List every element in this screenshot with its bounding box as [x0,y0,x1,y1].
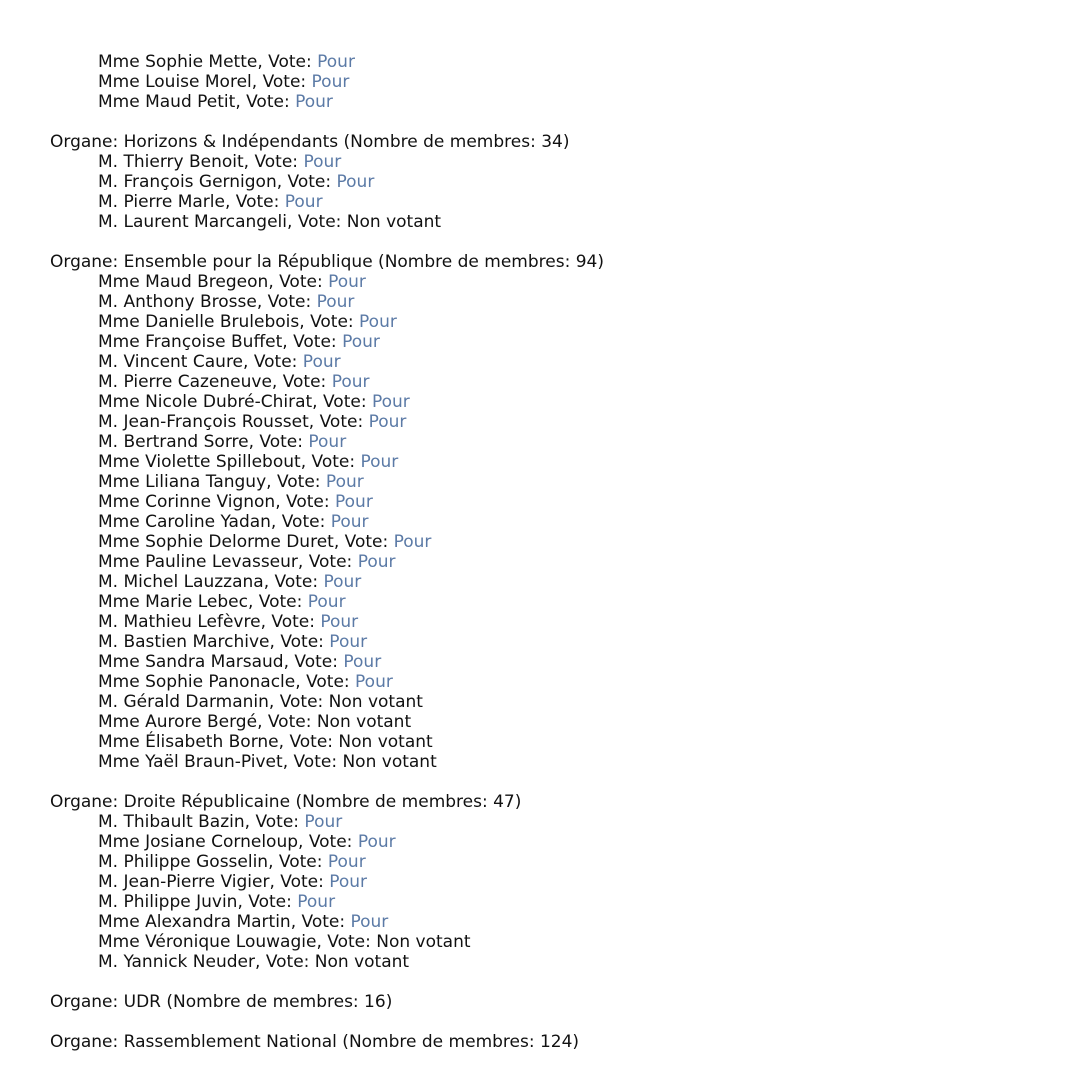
vote-value-pour: Pour [355,672,393,692]
member-vote-row [50,272,604,292]
separator: , [268,852,279,872]
vote-label: Vote: [294,652,344,672]
vote-label: Vote: [344,532,394,552]
member-vote-row [50,852,604,872]
member-vote-row [50,332,604,352]
separator: , [297,552,309,572]
vote-value-pour: Pour [327,852,366,872]
member-vote-row [50,512,604,532]
member-name: Mme Aurore Bergé [98,712,258,732]
member-name: M. Pierre Cazeneuve [98,372,272,392]
member-name: Mme Corinne Vignon [98,492,276,512]
member-vote-row [50,492,604,512]
vote-value-pour: Pour [357,552,396,572]
vote-label: Vote: [279,272,329,292]
separator: , [270,512,282,532]
vote-value-non-votant: Non votant [316,712,412,732]
vote-label: Vote: [281,512,331,532]
vote-label: Vote: [267,292,317,312]
section-spacer [50,972,604,992]
member-vote-row [50,192,604,212]
vote-label: Vote: [253,352,303,372]
member-vote-row [50,452,604,472]
vote-label: Vote: [287,172,337,192]
organe-header: Organe: Ensemble pour la République (Nombre de membres: 94) [50,252,604,272]
member-name: M. Bastien Marchive [98,632,270,652]
vote-value-pour: Pour [295,92,333,112]
member-name: Mme Violette Spillebout [98,452,301,472]
vote-label: Vote: [286,492,335,512]
separator: , [300,452,312,472]
vote-value-pour: Pour [323,572,362,592]
separator: , [271,372,283,392]
member-name: Mme Alexandra Martin [98,912,291,932]
member-vote-row [50,932,604,952]
separator: , [235,92,247,112]
member-vote-row [50,612,604,632]
organe-header: Organe: UDR (Nombre de membres: 16) [50,992,393,1012]
member-name: Mme Nicole Dubré-Chirat [98,392,313,412]
separator: , [244,812,256,832]
separator: , [237,892,249,912]
member-name: M. Laurent Marcangeli [98,212,287,232]
vote-value-pour: Pour [302,352,341,372]
member-name: M. Mathieu Lefèvre [98,612,261,632]
member-vote-row [50,652,604,672]
vote-value-pour: Pour [307,592,346,612]
separator: , [268,272,280,292]
separator: , [278,732,290,752]
member-name: Mme Sophie Delorme Duret [98,532,334,552]
vote-value-pour: Pour [329,632,368,652]
vote-label: Vote: [289,732,339,752]
separator: , [283,652,295,672]
member-vote-row [50,552,604,572]
member-name: Mme Liliana Tanguy [98,472,267,492]
member-name: Mme Sophie Panonacle [98,672,296,692]
member-vote-row [50,52,604,72]
vote-listing [50,52,604,1052]
separator: , [260,612,272,632]
vote-label: Vote: [280,632,330,652]
member-name: Mme Véronique Louwagie [98,932,317,952]
vote-value-pour: Pour [368,412,407,432]
separator: , [224,192,236,212]
vote-value-pour: Pour [304,812,343,832]
vote-label: Vote: [255,812,305,832]
member-name: M. Philippe Juvin [98,892,238,912]
vote-label: Vote: [279,692,329,712]
member-vote-row [50,712,604,732]
vote-label: Vote: [271,612,321,632]
member-name: M. Philippe Gosselin [98,852,269,872]
vote-label: Vote: [293,752,343,772]
vote-value-pour: Pour [350,912,389,932]
vote-label: Vote: [248,892,298,912]
vote-label: Vote: [322,392,372,412]
separator: , [243,152,255,172]
member-vote-row [50,392,604,412]
separator: , [257,712,268,732]
separator: , [255,952,266,972]
vote-label: Vote: [235,192,285,212]
member-name: M. Bertrand Sorre [98,432,249,452]
vote-label: Vote: [293,332,343,352]
separator: , [247,592,259,612]
vote-value-pour: Pour [335,492,373,512]
vote-value-pour: Pour [371,392,410,412]
vote-label: Vote: [319,412,369,432]
member-vote-row [50,592,604,612]
vote-label: Vote: [282,372,332,392]
vote-label: Vote: [308,832,358,852]
member-vote-row [50,72,604,92]
member-name: Mme Pauline Levasseur [98,552,298,572]
separator: , [269,872,281,892]
member-name: Mme Yaël Braun-Pivet [98,752,283,772]
member-vote-row [50,892,604,912]
separator: , [251,72,263,92]
vote-value-pour: Pour [393,532,432,552]
member-name: Mme Françoise Buffet [98,332,283,352]
vote-label: Vote: [265,952,315,972]
vote-value-pour: Pour [328,272,366,292]
member-name: M. Pierre Marle [98,192,225,212]
vote-value-non-votant: Non votant [346,212,442,232]
vote-label: Vote: [268,52,318,72]
vote-label: Vote: [308,552,358,572]
member-vote-row [50,752,604,772]
member-name: Mme Marie Lebec [98,592,248,612]
separator: , [269,632,281,652]
vote-value-non-votant: Non votant [314,952,410,972]
vote-label: Vote: [306,672,356,692]
member-name: Mme Élisabeth Borne [98,732,279,752]
separator: , [263,572,275,592]
separator: , [299,312,311,332]
section-spacer [50,1012,604,1032]
vote-label: Vote: [258,592,308,612]
separator: , [266,472,277,492]
separator: , [256,292,268,312]
vote-label: Vote: [297,212,347,232]
member-name: M. Gérald Darmanin [98,692,269,712]
vote-label: Vote: [276,472,326,492]
member-name: Mme Maud Bregeon [98,272,269,292]
vote-value-pour: Pour [342,332,380,352]
vote-label: Vote: [254,152,304,172]
vote-label: Vote: [278,852,328,872]
member-name: Mme Sophie Mette [98,52,258,72]
member-name: M. Thierry Benoit [98,152,244,172]
member-name: M. François Gernigon [98,172,277,192]
member-name: M. Anthony Brosse [98,292,257,312]
separator: , [243,352,254,372]
member-vote-row [50,832,604,852]
member-name: M. Michel Lauzzana [98,572,264,592]
member-vote-row [50,472,604,492]
member-name: Mme Louise Morel [98,72,252,92]
member-name: Mme Josiane Corneloup [98,832,299,852]
vote-value-non-votant: Non votant [328,692,423,712]
separator: , [275,492,287,512]
vote-label: Vote: [259,432,309,452]
member-vote-row [50,912,604,932]
member-name: M. Jean-François Rousset [98,412,309,432]
member-vote-row [50,292,604,312]
vote-label: Vote: [310,312,360,332]
vote-value-non-votant: Non votant [342,752,437,772]
member-vote-row [50,372,604,392]
vote-value-pour: Pour [317,52,355,72]
member-vote-row [50,312,604,332]
member-vote-row [50,172,604,192]
separator: , [308,412,320,432]
separator: , [268,692,280,712]
vote-value-pour: Pour [311,72,350,92]
organe-header: Organe: Droite Républicaine (Nombre de membres: 47) [50,792,522,812]
member-name: Mme Maud Petit [98,92,236,112]
section-spacer [50,112,604,132]
vote-value-pour: Pour [357,832,396,852]
vote-value-pour: Pour [316,292,355,312]
vote-label: Vote: [274,572,324,592]
vote-value-pour: Pour [303,152,342,172]
member-vote-row [50,572,604,592]
member-name: Mme Caroline Yadan [98,512,271,532]
separator: , [287,212,298,232]
separator: , [282,752,294,772]
member-name: M. Vincent Caure [98,352,244,372]
section-spacer [50,232,604,252]
vote-label: Vote: [246,92,296,112]
separator: , [290,912,302,932]
separator: , [248,432,260,452]
vote-value-non-votant: Non votant [338,732,433,752]
member-vote-row [50,952,604,972]
vote-value-pour: Pour [320,612,359,632]
vote-label: Vote: [280,872,330,892]
separator: , [316,932,328,952]
separator: , [276,172,288,192]
separator: , [333,532,345,552]
separator: , [298,832,309,852]
organe-header: Organe: Horizons & Indépendants (Nombre de membres: 34) [50,132,570,152]
vote-label: Vote: [327,932,377,952]
vote-value-pour: Pour [360,452,399,472]
member-name: M. Jean-Pierre Vigier [98,872,270,892]
member-vote-row [50,92,604,112]
member-vote-row [50,812,604,832]
member-vote-row [50,872,604,892]
member-vote-row [50,412,604,432]
member-vote-row [50,692,604,712]
section-spacer [50,772,604,792]
vote-label: Vote: [311,452,361,472]
vote-value-pour: Pour [297,892,336,912]
member-vote-row [50,212,604,232]
vote-value-pour: Pour [325,472,364,492]
member-vote-row [50,432,604,452]
member-vote-row [50,632,604,652]
vote-value-pour: Pour [330,512,369,532]
vote-value-pour: Pour [343,652,382,672]
vote-label: Vote: [301,912,351,932]
member-name: M. Yannick Neuder [98,952,255,972]
vote-value-pour: Pour [331,372,370,392]
vote-value-pour: Pour [308,432,347,452]
member-vote-row [50,152,604,172]
separator: , [282,332,294,352]
vote-value-pour: Pour [329,872,368,892]
vote-value-pour: Pour [284,192,323,212]
vote-label: Vote: [267,712,317,732]
organe-header: Organe: Rassemblement National (Nombre de membres: 124) [50,1032,580,1052]
member-vote-row [50,732,604,752]
vote-value-non-votant: Non votant [376,932,471,952]
member-name: Mme Sandra Marsaud [98,652,284,672]
separator: , [257,52,269,72]
member-vote-row [50,352,604,372]
member-vote-row [50,532,604,552]
separator: , [295,672,307,692]
vote-value-pour: Pour [336,172,375,192]
separator: , [312,392,323,412]
member-vote-row [50,672,604,692]
vote-label: Vote: [262,72,312,92]
member-name: M. Thibault Bazin [98,812,245,832]
vote-value-pour: Pour [359,312,397,332]
member-name: Mme Danielle Brulebois [98,312,300,332]
